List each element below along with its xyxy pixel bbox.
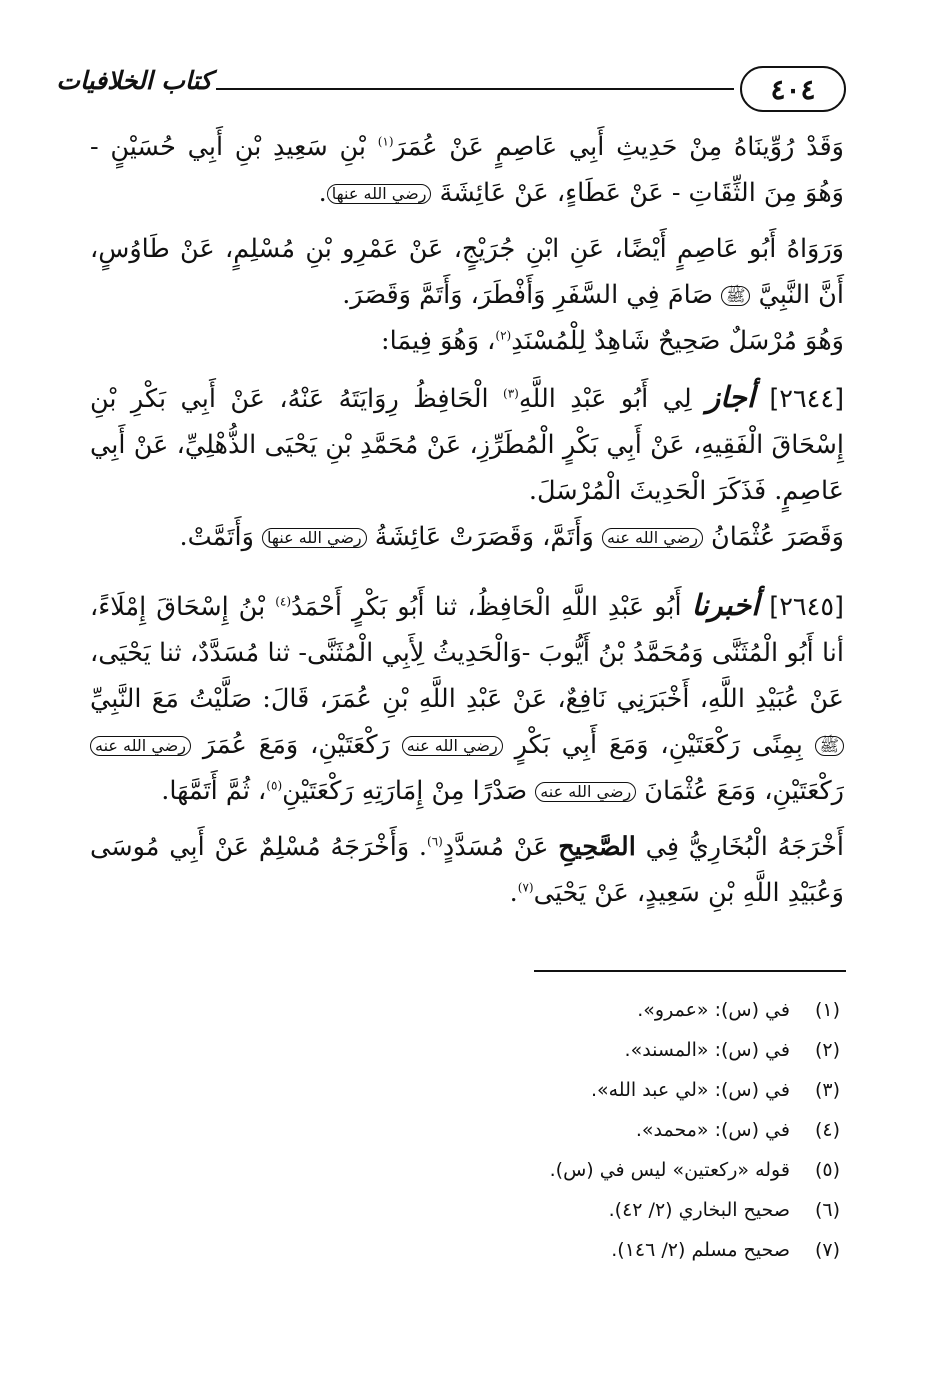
text-run: لِي أَبُو عَبْدِ اللَّهِ bbox=[518, 384, 707, 414]
text-run: صَامَ فِي السَّفَرِ وَأَفْطَرَ، وَأَتَمَّ وَقَصَرَ. bbox=[342, 280, 722, 310]
footnote-text: في (س): «المسند». bbox=[624, 1039, 790, 1061]
footnote bbox=[340, 1230, 840, 1270]
honorific-glyph: رضي الله عنه bbox=[402, 736, 503, 756]
transmission-keyword: أجاز bbox=[706, 380, 755, 414]
paragraph-3 bbox=[90, 318, 844, 364]
book-name: الصَّحِيحِ bbox=[558, 832, 636, 862]
footnote bbox=[340, 1030, 840, 1070]
text-run: وَأَتَمَّتْ. bbox=[179, 522, 263, 552]
paragraph-7 bbox=[90, 824, 844, 916]
paragraph-1 bbox=[90, 124, 844, 216]
footnote-marker: (٣) bbox=[503, 386, 519, 401]
footnote-number: (٢) bbox=[814, 1039, 840, 1061]
text-run: بِمِنًى رَكْعَتَيْنِ، وَمَعَ أَبِي بَكْرٍ bbox=[502, 730, 815, 760]
honorific-glyph: رضي الله عنها bbox=[327, 184, 432, 204]
footnote-text: في (س): «محمد». bbox=[635, 1119, 790, 1141]
text-run: أَخْرَجَهُ الْبُخَارِيُّ فِي bbox=[635, 832, 844, 862]
page-number: ٤٠٤ bbox=[740, 66, 846, 112]
text-run: ، ثُمَّ أَتَمَّهَا. bbox=[161, 776, 267, 806]
honorific-glyph: ﷺ bbox=[815, 736, 844, 756]
text-run: . bbox=[318, 178, 327, 208]
footnote-marker: (٥) bbox=[266, 778, 283, 793]
footnote-text: في (س): «عمرو». bbox=[637, 999, 790, 1021]
honorific-glyph: رضي الله عنها bbox=[262, 528, 367, 548]
footnote-text: قوله «ركعتين» ليس في (س). bbox=[549, 1159, 790, 1181]
main-text bbox=[90, 124, 844, 916]
text-run: رَكْعَتَيْنِ، وَمَعَ عُمَرَ bbox=[190, 730, 402, 760]
footnote-marker: (٧) bbox=[517, 880, 534, 895]
text-run: أَبُو عَبْدِ اللَّهِ الْحَافِظُ، ثنا أَبُو بَكْرٍ أَحْمَدُ bbox=[291, 592, 692, 622]
header-rule bbox=[216, 88, 734, 90]
text-run: ، وَهُوَ فِيمَا: bbox=[381, 326, 496, 356]
footnote-number: (٤) bbox=[814, 1119, 840, 1141]
text-run: الْحَافِظُ رِوَايَتَهُ عَنْهُ، عَنْ أَبِي بَكْرِ بْنِ إِسْحَاقَ الْفَقِيهِ، عَنْ أَبِي بَكْرٍ الْمُطَرِّزِ، عَنْ مُحَمَّدِ بْنِ يَحْيَى الذُّهْلِيِّ، عَنْ أَبِي عَاصِمٍ. فَذَكَرَ الْحَدِيثَ الْمُرْسَلَ. bbox=[90, 384, 844, 506]
hadith-number: [٢٦٤٥] bbox=[769, 592, 844, 622]
footnote-marker: (٢) bbox=[495, 328, 512, 343]
hadith-2644 bbox=[90, 374, 844, 514]
honorific-glyph: رضي الله عنه bbox=[535, 782, 636, 802]
text-run: صَدْرًا مِنْ إِمَارَتِهِ رَكْعَتَيْنِ bbox=[282, 776, 536, 806]
hadith-number: [٢٦٤٤] bbox=[769, 384, 845, 414]
footnote-number: (٣) bbox=[814, 1079, 840, 1101]
text-run: وَرَوَاهُ أَبُو عَاصِمٍ أَيْضًا، عَنِ ابْنِ جُرَيْجٍ، عَنْ عَمْرِو بْنِ مُسْلِمٍ، عَنْ طَاوُسٍ، أَنَّ النَّبِيَّ bbox=[90, 234, 844, 310]
hadith-2645 bbox=[90, 582, 844, 814]
text-run: وَقَدْ رُوِّينَاهُ مِنْ حَدِيثِ أَبِي عَاصِمٍ عَنْ عُمَرَ bbox=[393, 132, 844, 162]
footnote-text: صحيح البخاري (٢/ ٤٢). bbox=[608, 1199, 790, 1221]
footnote-marker: (٤) bbox=[275, 594, 292, 609]
footnote bbox=[340, 1070, 840, 1110]
footnote-number: (١) bbox=[814, 999, 840, 1021]
footnote-number: (٦) bbox=[814, 1199, 840, 1221]
footnote bbox=[340, 990, 840, 1030]
text-run: وَأَتَمَّ، وَقَصَرَتْ عَائِشَةُ bbox=[366, 522, 602, 552]
honorific-glyph: رضي الله عنه bbox=[602, 528, 703, 548]
text-run: . bbox=[509, 878, 518, 908]
footnote-marker: (١) bbox=[377, 134, 394, 149]
footnote-number: (٥) bbox=[814, 1159, 840, 1181]
text-run: وَهُوَ مُرْسَلٌ صَحِيحٌ شَاهِدٌ لِلْمُسْنَدِ bbox=[511, 326, 844, 356]
footnote-separator bbox=[534, 970, 846, 972]
footnote-marker: (٦) bbox=[427, 834, 443, 849]
footnote bbox=[340, 1110, 840, 1150]
text-run: وَقَصَرَ عُثْمَانُ bbox=[702, 522, 844, 552]
paragraph-5 bbox=[90, 514, 844, 560]
honorific-glyph: ﷺ bbox=[721, 286, 750, 306]
text-run: . وَأَخْرَجَهُ مُسْلِمٌ عَنْ أَبِي مُوسَى وَعُبَيْدِ اللَّهِ بْنِ سَعِيدٍ، عَنْ يَحْيَى bbox=[90, 832, 844, 908]
book-title: كتاب الخلافيات bbox=[56, 66, 212, 95]
footnotes bbox=[340, 990, 840, 1270]
honorific-glyph: رضي الله عنه bbox=[90, 736, 191, 756]
transmission-keyword: أخبرنا bbox=[691, 588, 760, 622]
footnote bbox=[340, 1150, 840, 1190]
footnote-number: (٧) bbox=[814, 1239, 840, 1261]
paragraph-2 bbox=[90, 226, 844, 318]
text-run: عَنْ مُسَدَّدٍ bbox=[442, 832, 559, 862]
text-run: بْنُ إِسْحَاقَ إِمْلَاءً، أنا أَبُو الْمُثَنَّى وَمُحَمَّدُ بْنُ أَيُّوبَ -وَالْحَدِيثُ لِأَبِي الْمُثَنَّى- ثنا مُسَدَّدٌ، ثنا يَحْيَى، عَنْ عُبَيْدِ اللَّهِ، أَخْبَرَنِي نَافِعٌ، عَنْ عَبْدِ اللَّهِ بْنِ عُمَرَ، قَالَ: صَلَّيْتُ مَعَ النَّبِيِّ bbox=[90, 592, 844, 714]
footnote-text: في (س): «لي عبد الله». bbox=[590, 1079, 790, 1101]
text-run: رَكْعَتَيْنِ، وَمَعَ عُثْمَانَ bbox=[636, 776, 844, 806]
footnote bbox=[340, 1190, 840, 1230]
text-run: بْنِ سَعِيدِ بْنِ أَبِي حُسَيْنٍ - وَهُوَ مِنَ الثِّقَاتِ - عَنْ عَطَاءٍ، عَنْ عَائِشَةَ bbox=[90, 132, 844, 208]
page-header bbox=[56, 62, 846, 124]
footnote-text: صحيح مسلم (٢/ ١٤٦). bbox=[611, 1239, 790, 1261]
